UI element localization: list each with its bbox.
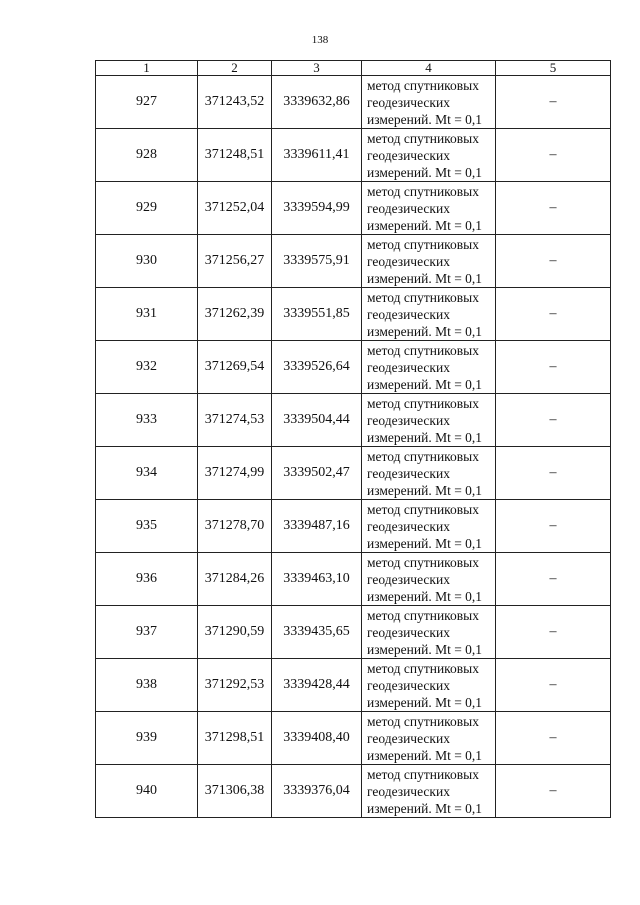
note-cell: –	[496, 447, 611, 500]
coord-x-cell: 371284,26	[198, 553, 272, 606]
method-line: измерений. Mt = 0,1	[367, 376, 483, 392]
coord-x-cell: 371292,53	[198, 659, 272, 712]
method-cell	[362, 76, 496, 129]
method-cell	[362, 447, 496, 500]
coord-y-cell: 3339502,47	[272, 447, 362, 500]
note-cell: –	[496, 765, 611, 818]
coord-x-cell: 371252,04	[198, 182, 272, 235]
coord-y-cell: 3339526,64	[272, 341, 362, 394]
table-row	[96, 447, 611, 500]
note-cell: –	[496, 394, 611, 447]
point-number-cell: 933	[96, 394, 198, 447]
method-cell	[362, 394, 496, 447]
method-line: геодезических	[367, 94, 450, 110]
method-line: геодезических	[367, 253, 450, 269]
method-line: метод спутниковых	[367, 766, 479, 782]
method-line: метод спутниковых	[367, 607, 479, 623]
method-line: геодезических	[367, 518, 450, 534]
point-number-cell: 939	[96, 712, 198, 765]
method-cell	[362, 341, 496, 394]
method-line: измерений. Mt = 0,1	[367, 482, 483, 498]
column-header: 1	[96, 61, 198, 76]
table-body	[96, 76, 611, 818]
coord-x-cell: 371248,51	[198, 129, 272, 182]
note-cell: –	[496, 235, 611, 288]
point-number-cell: 931	[96, 288, 198, 341]
point-number-cell: 935	[96, 500, 198, 553]
coord-y-cell: 3339428,44	[272, 659, 362, 712]
method-line: метод спутниковых	[367, 289, 479, 305]
note-cell: –	[496, 500, 611, 553]
coord-y-cell: 3339632,86	[272, 76, 362, 129]
coordinates-table	[95, 60, 611, 818]
method-line: геодезических	[367, 730, 450, 746]
coord-y-cell: 3339376,04	[272, 765, 362, 818]
note-cell: –	[496, 553, 611, 606]
method-line: метод спутниковых	[367, 713, 479, 729]
method-cell	[362, 712, 496, 765]
method-line: измерений. Mt = 0,1	[367, 747, 483, 763]
coord-x-cell: 371269,54	[198, 341, 272, 394]
method-line: метод спутниковых	[367, 554, 479, 570]
method-line: геодезических	[367, 200, 450, 216]
method-line: измерений. Mt = 0,1	[367, 323, 483, 339]
table-row	[96, 659, 611, 712]
coord-y-cell: 3339611,41	[272, 129, 362, 182]
method-line: измерений. Mt = 0,1	[367, 164, 483, 180]
method-line: измерений. Mt = 0,1	[367, 535, 483, 551]
point-number-cell: 927	[96, 76, 198, 129]
point-number-cell: 934	[96, 447, 198, 500]
method-cell	[362, 500, 496, 553]
method-line: метод спутниковых	[367, 236, 479, 252]
coord-x-cell: 371290,59	[198, 606, 272, 659]
table-row	[96, 765, 611, 818]
method-cell	[362, 553, 496, 606]
method-line: геодезических	[367, 359, 450, 375]
point-number-cell: 928	[96, 129, 198, 182]
note-cell: –	[496, 76, 611, 129]
table-row	[96, 288, 611, 341]
method-line: измерений. Mt = 0,1	[367, 111, 483, 127]
method-line: метод спутниковых	[367, 660, 479, 676]
coord-x-cell: 371306,38	[198, 765, 272, 818]
coord-y-cell: 3339463,10	[272, 553, 362, 606]
column-header: 2	[198, 61, 272, 76]
point-number-cell: 938	[96, 659, 198, 712]
table-row	[96, 394, 611, 447]
method-line: геодезических	[367, 783, 450, 799]
method-line: измерений. Mt = 0,1	[367, 429, 483, 445]
method-line: измерений. Mt = 0,1	[367, 270, 483, 286]
note-cell: –	[496, 341, 611, 394]
point-number-cell: 936	[96, 553, 198, 606]
method-line: метод спутниковых	[367, 130, 479, 146]
method-line: геодезических	[367, 624, 450, 640]
method-cell	[362, 235, 496, 288]
note-cell: –	[496, 659, 611, 712]
method-line: метод спутниковых	[367, 501, 479, 517]
method-line: метод спутниковых	[367, 183, 479, 199]
method-line: измерений. Mt = 0,1	[367, 641, 483, 657]
method-line: измерений. Mt = 0,1	[367, 217, 483, 233]
coord-y-cell: 3339435,65	[272, 606, 362, 659]
column-header: 3	[272, 61, 362, 76]
coord-x-cell: 371274,53	[198, 394, 272, 447]
note-cell: –	[496, 129, 611, 182]
method-cell	[362, 182, 496, 235]
point-number-cell: 940	[96, 765, 198, 818]
note-cell: –	[496, 182, 611, 235]
coord-y-cell: 3339504,44	[272, 394, 362, 447]
method-line: геодезических	[367, 412, 450, 428]
method-line: измерений. Mt = 0,1	[367, 800, 483, 816]
method-line: геодезических	[367, 465, 450, 481]
table-row	[96, 712, 611, 765]
coord-x-cell: 371278,70	[198, 500, 272, 553]
note-cell: –	[496, 288, 611, 341]
coord-x-cell: 371274,99	[198, 447, 272, 500]
table-row	[96, 182, 611, 235]
point-number-cell: 937	[96, 606, 198, 659]
coord-x-cell: 371298,51	[198, 712, 272, 765]
coord-y-cell: 3339408,40	[272, 712, 362, 765]
coord-y-cell: 3339594,99	[272, 182, 362, 235]
table-row	[96, 500, 611, 553]
table-row	[96, 76, 611, 129]
coord-y-cell: 3339551,85	[272, 288, 362, 341]
method-line: геодезических	[367, 147, 450, 163]
page-number: 138	[311, 34, 329, 46]
coord-y-cell: 3339487,16	[272, 500, 362, 553]
note-cell: –	[496, 606, 611, 659]
column-header: 5	[496, 61, 611, 76]
table-row	[96, 606, 611, 659]
table-header-row	[96, 61, 611, 76]
method-line: метод спутниковых	[367, 77, 479, 93]
method-line: геодезических	[367, 677, 450, 693]
method-cell	[362, 765, 496, 818]
coord-x-cell: 371243,52	[198, 76, 272, 129]
coord-x-cell: 371262,39	[198, 288, 272, 341]
method-cell	[362, 659, 496, 712]
method-line: геодезических	[367, 306, 450, 322]
point-number-cell: 930	[96, 235, 198, 288]
point-number-cell: 929	[96, 182, 198, 235]
method-line: метод спутниковых	[367, 342, 479, 358]
table-row	[96, 553, 611, 606]
coord-y-cell: 3339575,91	[272, 235, 362, 288]
method-line: метод спутниковых	[367, 448, 479, 464]
note-cell: –	[496, 712, 611, 765]
coord-x-cell: 371256,27	[198, 235, 272, 288]
method-line: метод спутниковых	[367, 395, 479, 411]
method-cell	[362, 129, 496, 182]
method-cell	[362, 288, 496, 341]
point-number-cell: 932	[96, 341, 198, 394]
method-cell	[362, 606, 496, 659]
table-row	[96, 235, 611, 288]
table-row	[96, 341, 611, 394]
method-line: измерений. Mt = 0,1	[367, 694, 483, 710]
column-header: 4	[362, 61, 496, 76]
method-line: геодезических	[367, 571, 450, 587]
table-row	[96, 129, 611, 182]
method-line: измерений. Mt = 0,1	[367, 588, 483, 604]
